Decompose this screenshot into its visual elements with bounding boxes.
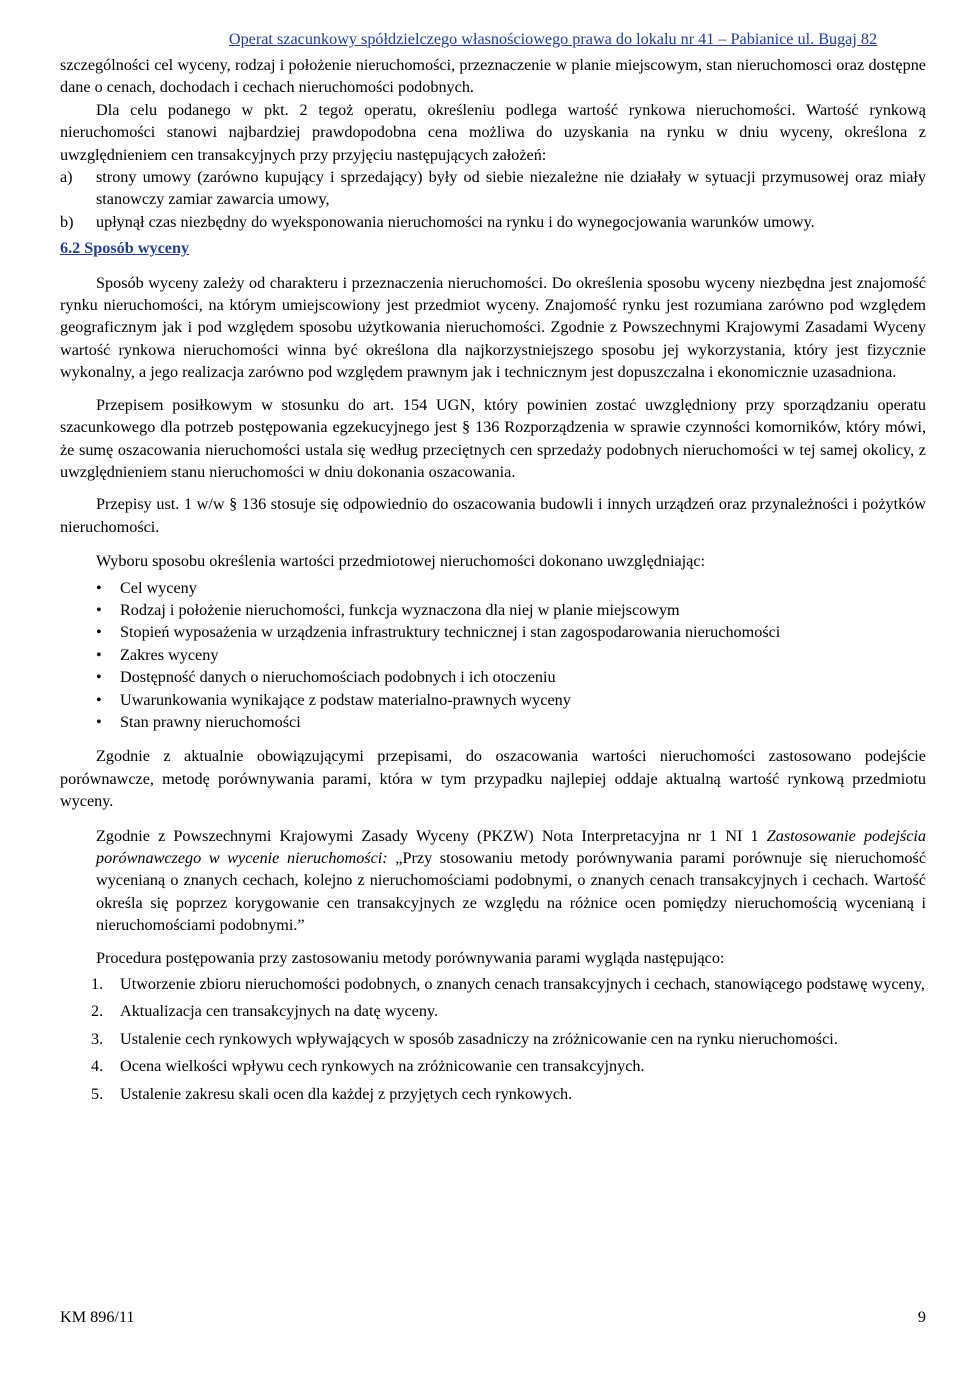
pkzw-quote: „Przy stosowaniu metody porównywania parami porównuje się nieruchomość wycenianą o znanych cechach, kolejno z nieruchomościami podobnymi, o znanych cenach transakcyjnych i cechach. Wartość określa się poprzez korygowanie cen transakcyjnych ze względu na różnice ocen pomiędzy nieruchomością wycenianą i nieruchomościami podobnymi.” (96, 849, 926, 935)
page-number: 9 (917, 1308, 926, 1326)
intro-paragraph-1: szczególności cel wyceny, rodzaj i położenie nieruchomości, przeznaczenie w planie miejscowym, stan nieruchomosci oraz dostępne dane o cenach, dochodach i cechach nieruchomości podobnych. (60, 56, 926, 97)
bullet-icon: • (96, 668, 102, 687)
bullet-text: Uwarunkowania wynikające z podstaw materialno-prawnych wyceny (120, 690, 571, 709)
step-number: 5. (91, 1084, 104, 1103)
list-item (60, 211, 926, 233)
step-item (60, 1000, 926, 1022)
pkzw-intro: Zgodnie z Powszechnymi Krajowymi Zasady Wyceny (PKZW) Nota Interpretacyjna nr 1 NI 1 (96, 826, 759, 845)
step-number: 2. (91, 1002, 104, 1021)
bullet-icon: • (96, 600, 102, 619)
step-text: Aktualizacja cen transakcyjnych na datę wyceny. (120, 1002, 439, 1021)
running-header: Operat szacunkowy spółdzielczego własnościowego prawa do lokalu nr 41 – Pabianice ul. Bugaj 82 (228, 30, 878, 48)
step-item (60, 973, 926, 995)
section-paragraph-1: Sposób wyceny zależy od charakteru i przeznaczenia nieruchomości. Do określenia sposobu wyceny niezbędna jest znajomość rynku nieruchomości, na którym umiejscowiony jest przedmiot wyceny. Znajomość rynku jest rozumiana zarówno pod względem geograficznym jak i pod względem sposobu użytkowania nieruchomości. Zgodnie z Powszechnymi Krajowymi Zasadami Wyceny wartość rynkowa nieruchomości winna być określona dla najkorzystniejszego sposobu jej wykorzystania, który jest fizycznie wykonalny, a jego realizacja zarówno pod względem prawnym jak i technicznym jest dopuszczalna i ekonomicznie uzasadniona. (60, 273, 926, 382)
list-item-text: upłynął czas niezbędny do wyeksponowania nieruchomości na rynku i do wynegocjowania warunków umowy. (96, 212, 815, 231)
bullet-text: Stan prawny nieruchomości (120, 712, 301, 731)
list-item (60, 166, 926, 211)
bullet-item (60, 599, 926, 621)
bullet-icon: • (96, 712, 102, 731)
step-item (60, 1028, 926, 1050)
list-marker: b) (60, 212, 74, 231)
case-number: KM 896/11 (60, 1308, 135, 1326)
step-item (60, 1083, 926, 1105)
bullet-text: Rodzaj i położenie nieruchomości, funkcja wyznaczona dla niej w planie miejscowym (120, 600, 680, 619)
criteria-bullet-list (60, 577, 926, 734)
bullet-item (60, 577, 926, 599)
bullet-icon: • (96, 690, 102, 709)
bullet-item (60, 711, 926, 733)
bullet-icon: • (96, 623, 102, 642)
step-text: Ustalenie cech rynkowych wpływających w sposób zasadniczy na zróżnicowanie cen na rynku nieruchomości. (120, 1029, 838, 1048)
bullet-item (60, 621, 926, 643)
step-text: Utworzenie zbioru nieruchomości podobnych, o znanych cenach transakcyjnych i cechach, stanowiącego podstawę wyceny, (120, 975, 925, 994)
step-number: 3. (91, 1029, 104, 1048)
section-paragraph-6 (60, 825, 926, 937)
step-text: Ustalenie zakresu skali ocen dla każdej z przyjętych cech rynkowych. (120, 1084, 573, 1103)
document-page (60, 28, 926, 1105)
section-heading: 6.2 Sposób wyceny (60, 239, 190, 258)
bullet-item (60, 644, 926, 666)
section-paragraph-2: Przepisem posiłkowym w stosunku do art. 154 UGN, który powinien zostać uwzględniony przy sporządzaniu operatu szacunkowego dla potrzeb postępowania egzekucyjnego jest § 136 Rozporządzenia w sprawie czynności komorników, który mówi, że sumę oszacowania nieruchomości ustala się według przeciętnych cen sprzedaży podobnych nieruchomości w tej samej okolicy, z uwzględnieniem stanu nieruchomości w dniu dokonania oszacowania. (60, 395, 926, 481)
step-item (60, 1055, 926, 1077)
bullet-text: Zakres wyceny (120, 645, 219, 664)
bullet-item (60, 666, 926, 688)
intro-paragraph-2: Dla celu podanego w pkt. 2 tegoż operatu, określeniu podlega wartość rynkowa nieruchomości. Wartość rynkową nieruchomości stanowi najbardziej prawdopodobna cena możliwa do uzyskania na rynku w dniu wyceny, określona z uwzględnieniem cen transakcyjnych przy przyjęciu następujących założeń: (60, 100, 926, 164)
pkzw-italic-title: Zastosowanie podejścia porównawczego w wycenie nieruchomości: (96, 826, 926, 867)
section-paragraph-5: Zgodnie z aktualnie obowiązującymi przepisami, do oszacowania wartości nieruchomości zastosowano podejście porównawcze, metodę porównywania parami, która w tym przypadku najlepiej oddaje aktualną wartość rynkową przedmiotu wyceny. (60, 747, 926, 811)
bullet-icon: • (96, 645, 102, 664)
assumptions-list (60, 166, 926, 233)
bullet-item (60, 689, 926, 711)
step-text: Ocena wielkości wpływu cech rynkowych na zróżnicowanie cen transakcyjnych. (120, 1057, 645, 1076)
section-paragraph-7: Procedura postępowania przy zastosowaniu metody porównywania parami wygląda następująco: (96, 948, 725, 967)
section-paragraph-4: Wyboru sposobu określenia wartości przedmiotowej nieruchomości dokonano uwzględniając: (96, 552, 706, 571)
bullet-icon: • (96, 578, 102, 597)
procedure-steps-list (60, 973, 926, 1105)
step-number: 1. (91, 975, 104, 994)
bullet-text: Stopień wyposażenia w urządzenia infrastruktury technicznej i stan zagospodarowania nieruchomości (120, 623, 781, 642)
section-paragraph-3: Przepisy ust. 1 w/w § 136 stosuje się odpowiednio do oszacowania budowli i innych urządzeń oraz przynależności i pożytków nieruchomości. (60, 495, 926, 536)
bullet-text: Dostępność danych o nieruchomościach podobnych i ich otoczeniu (120, 668, 556, 687)
list-marker: a) (60, 168, 73, 187)
list-item-text: strony umowy (zarówno kupujący i sprzedający) były od siebie niezależne nie działały w sytuacji przymusowej oraz miały stanowczy zamiar zawarcia umowy, (96, 168, 926, 209)
step-number: 4. (91, 1057, 104, 1076)
bullet-text: Cel wyceny (120, 578, 197, 597)
